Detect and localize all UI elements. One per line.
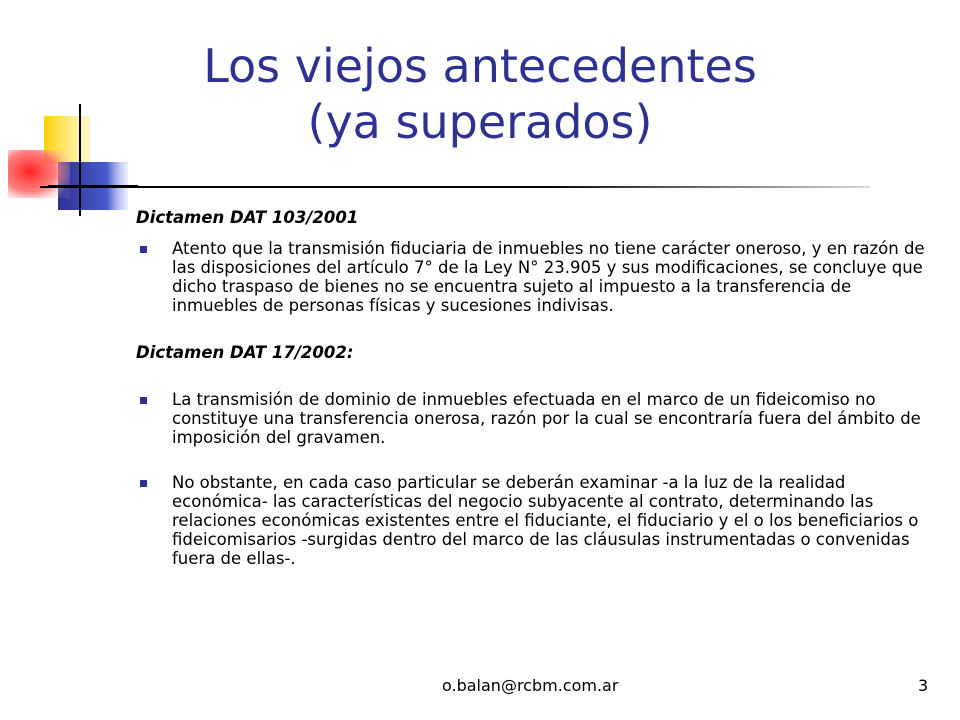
page-number: 3 xyxy=(918,676,929,695)
decorative-squares-graphic xyxy=(0,100,140,220)
bullet-item xyxy=(136,239,926,315)
title-divider xyxy=(40,186,870,188)
slide-title xyxy=(150,38,810,150)
slide-footer xyxy=(0,676,960,700)
square-bullet-icon xyxy=(140,397,147,404)
bullet-list-1 xyxy=(136,239,926,315)
slide-body xyxy=(136,208,926,568)
bullet-text: La transmisión de dominio de inmuebles efectuada en el marco de un fideicomiso no constituye una transferencia onerosa, razón por la cual se encontraría fuera del ámbito de imposición del gravamen. xyxy=(172,390,921,447)
section-heading-1: Dictamen DAT 103/2001 xyxy=(136,208,359,227)
bullet-text: Atento que la transmisión fiduciaria de inmuebles no tiene carácter oneroso, y en razón de las disposiciones del artículo 7° de la Ley N° 23.905 y sus modificaciones, se concluye que dicho traspaso de bienes no se encuentra sujeto al impuesto a la transferencia de inmuebles de personas físicas y sucesiones indivisas. xyxy=(172,239,925,315)
bullet-item xyxy=(136,473,926,568)
bullet-list-2 xyxy=(136,390,926,568)
bullet-text: No obstante, en cada caso particular se deberán examinar -a la luz de la realidad económica- las características del negocio subyacente al contrato, determinando las relaciones económicas existentes entre el fiduciante, el fiduciario y el o los beneficiarios o fideicomisarios -surgidas dentro del marco de las cláusulas instrumentadas o convenidas fuera de ellas-. xyxy=(172,473,919,568)
section-heading-2: Dictamen DAT 17/2002: xyxy=(136,343,354,362)
square-bullet-icon xyxy=(140,246,147,253)
slide-title-line-2: (ya superados) xyxy=(307,95,653,149)
footer-email: o.balan@rcbm.com.ar xyxy=(442,676,619,695)
slide-title-line-1: Los viejos antecedentes xyxy=(203,39,757,93)
bullet-item xyxy=(136,390,926,447)
square-bullet-icon xyxy=(140,480,147,487)
